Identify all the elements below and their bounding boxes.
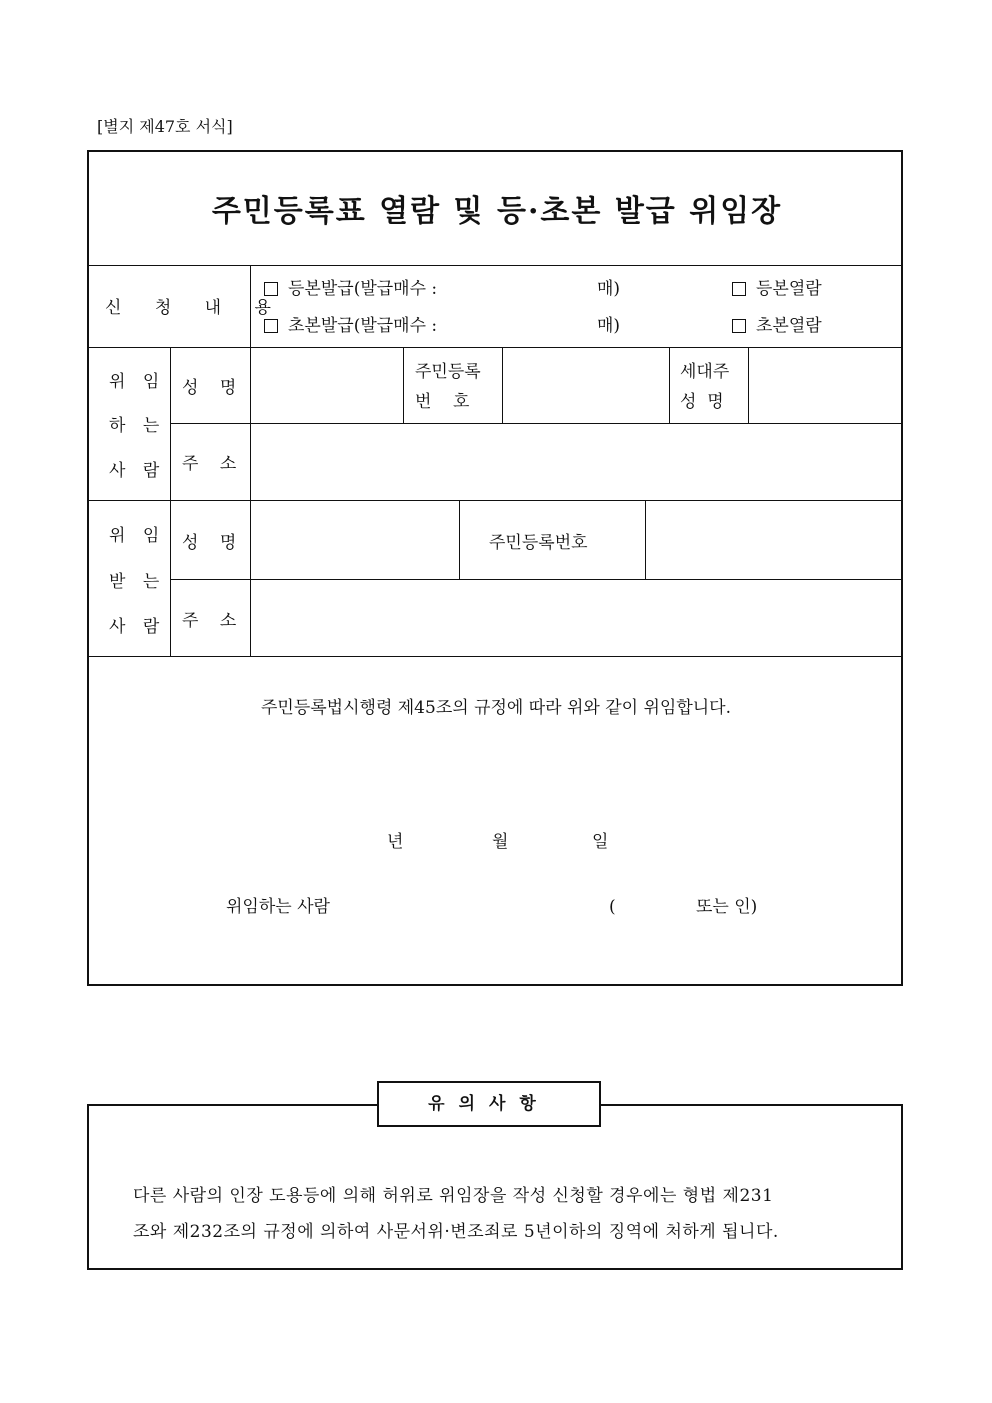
delegator-regno-label-2: 번 호 (415, 392, 470, 412)
notice-heading: 유의사항 (377, 1081, 601, 1127)
delegate-address-label: 주 소 (182, 611, 245, 631)
notice-line-2: 조와 제232조의 규정에 의하여 사문서위·변조죄로 5년이하의 징역에 처하게 됩니다. (133, 1222, 779, 1242)
signer-label: 위임하는 사람 (226, 897, 330, 917)
abstract-issue-checkbox[interactable] (264, 319, 278, 333)
delegate-name-field[interactable] (252, 502, 458, 578)
col-divider-label (250, 265, 251, 656)
col-divider-delegate-regno-value (645, 500, 646, 579)
col-divider-head-value (748, 347, 749, 423)
date-year: 년 (387, 832, 404, 852)
delegator-label-1: 위 임 (109, 372, 166, 392)
date-month: 월 (492, 832, 509, 852)
notice-box (87, 1104, 903, 1270)
certified-copy-issue-label: 등본발급(발급매수 : (288, 279, 438, 299)
delegate-regno-field[interactable] (647, 502, 902, 578)
delegator-label-2: 하 는 (109, 416, 166, 436)
form-title: 주민등록표 열람 및 등·초본 발급 위임장 (211, 194, 783, 229)
request-label: 신 청 내 용 (105, 298, 285, 318)
abstract-issue-label: 초본발급(발급매수 : (288, 316, 438, 336)
delegate-regno-label: 주민등록번호 (489, 533, 588, 553)
delegator-regno-label-1: 주민등록 (415, 362, 481, 382)
delegation-form (87, 150, 903, 986)
delegator-regno-field[interactable] (504, 349, 668, 422)
form-number-label: [별지 제47호 서식] (97, 117, 233, 136)
divider-delegator (89, 500, 903, 501)
delegator-name-field[interactable] (252, 349, 402, 422)
certified-copy-view-checkbox[interactable] (732, 282, 746, 296)
delegate-label-1: 위 임 (109, 526, 166, 546)
signer-sign-hint: 또는 인) (696, 897, 758, 917)
certified-copy-issue-checkbox[interactable] (264, 282, 278, 296)
col-divider-head (669, 347, 670, 423)
delegator-address-field[interactable] (252, 425, 902, 499)
signer-open-paren: ( (609, 897, 616, 917)
divider-title (89, 265, 903, 266)
delegate-label-3: 사 람 (109, 617, 166, 637)
date-day: 일 (592, 832, 609, 852)
col-divider-delegate-regno (459, 500, 460, 579)
abstract-view-label: 초본열람 (756, 316, 822, 336)
household-head-label-2: 성 명 (680, 392, 724, 412)
delegate-name-label: 성 명 (182, 533, 245, 553)
household-head-label-1: 세대주 (680, 362, 730, 382)
abstract-view-checkbox[interactable] (732, 319, 746, 333)
delegator-name-label: 성 명 (182, 378, 245, 398)
delegate-label-2: 받 는 (109, 572, 166, 592)
divider-delegator-inner (170, 423, 903, 424)
household-head-field[interactable] (750, 349, 902, 422)
col-divider-regno-value (502, 347, 503, 423)
notice-line-1: 다른 사람의 인장 도용등에 의해 허위로 위임장을 작성 신청할 경우에는 형법 제231 (133, 1186, 774, 1206)
col-divider-regno (403, 347, 404, 423)
divider-delegate (89, 656, 903, 657)
delegation-statement: 주민등록법시행령 제45조의 규정에 따라 위와 같이 위임합니다. (260, 698, 731, 718)
certified-copy-unit: 매) (597, 279, 621, 299)
delegate-address-field[interactable] (252, 581, 902, 655)
col-divider-group (170, 347, 171, 656)
abstract-unit: 매) (597, 316, 621, 336)
certified-copy-view-label: 등본열람 (756, 279, 822, 299)
delegator-label-3: 사 람 (109, 461, 166, 481)
divider-delegate-inner (170, 579, 903, 580)
divider-request (89, 347, 903, 348)
delegator-address-label: 주 소 (182, 454, 245, 474)
